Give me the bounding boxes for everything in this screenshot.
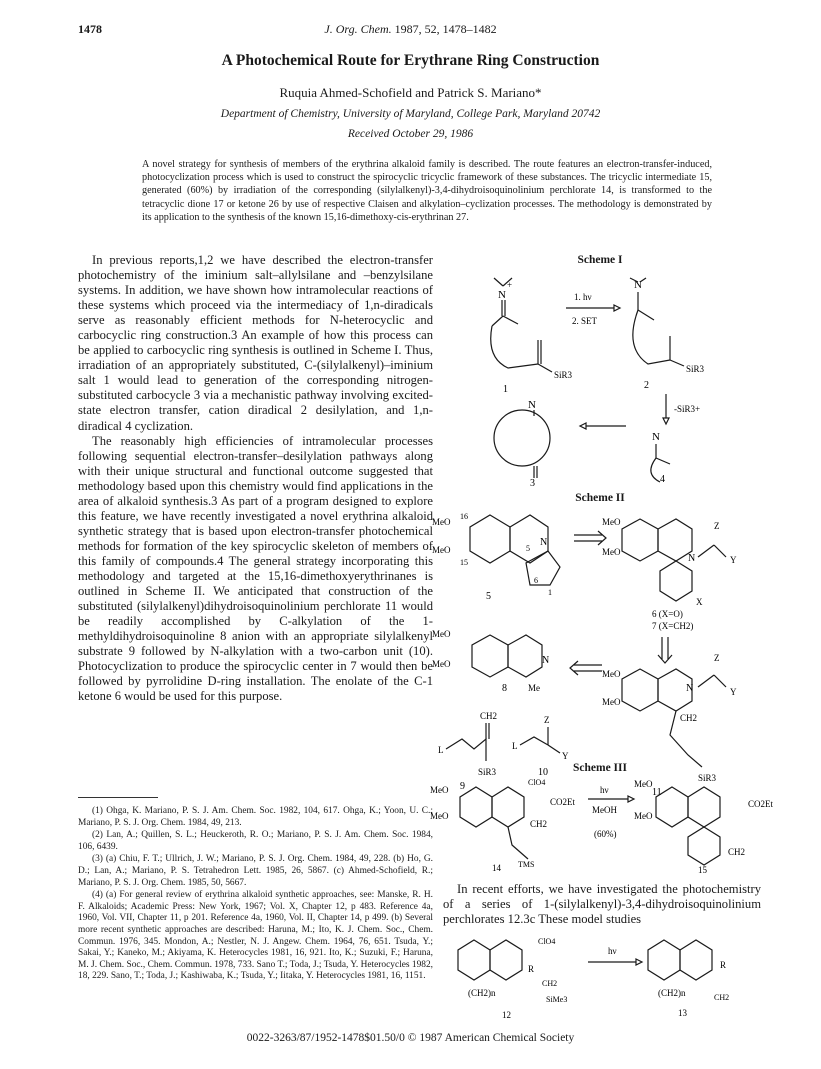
scheme4-ch2-13: CH2 [714, 993, 730, 1002]
scheme2-meo-11b: MeO [602, 697, 621, 707]
scheme2-meo-8b: MeO [432, 659, 451, 669]
scheme2-meo-6a: MeO [602, 517, 621, 527]
scheme3-meo-15a: MeO [634, 779, 653, 789]
compound-10-label: 10 [538, 767, 548, 778]
page-number: 1478 [78, 22, 102, 36]
compound-1-label: 1 [503, 384, 508, 395]
scheme2-num15: 15 [460, 558, 468, 567]
scheme2-num16: 16 [460, 512, 468, 521]
paragraph-1: In previous reports,1,2 we have described the electron-transfer photochemistry of the iminium salt–allylsilane and –benzylsilane systems. In addition, we have shown how intramolecular reactions of these systems which proceed via the intermediacy of 1,n-diradicals serve as reasonably efficient methods for N-heterocyclic and carbocyclic ring construction.3 An example of how this process can be applied to carbocyclic ring synthesis is outlined in Scheme I. Thus, irradiation of an appropriately substituted, C-(silylalkenyl)–iminium salt 1 would lead to generation of the corresponding nitrogen-substituted carbocycle 3 via a mechanistic pathway involving excited-state electron transfer, cation diradical 2 desilylation, and 1,n-diradical 4 cyclization. [78, 253, 433, 433]
scheme4-r-13: R [720, 960, 727, 970]
compound-9-label: 9 [460, 781, 465, 792]
scheme3-tms: TMS [518, 860, 535, 869]
compound-8-label: 8 [502, 683, 507, 694]
scheme2-y-11: Y [730, 687, 737, 697]
scheme2-ch2-11: CH2 [680, 713, 698, 723]
scheme1-step2: 2. SET [572, 316, 598, 326]
article-title: A Photochemical Route for Erythrane Ring Construction [221, 52, 600, 69]
scheme2-meo-5b: MeO [432, 545, 451, 555]
scheme2-ch2-9: CH2 [480, 711, 498, 721]
scheme-4-diagram [448, 930, 768, 1022]
scheme2-meo-6b: MeO [602, 547, 621, 557]
scheme1-desilylation: -SiR3+ [674, 404, 701, 414]
scheme1-n-2: N [634, 279, 642, 291]
scheme2-x-6: X [696, 597, 703, 607]
scheme-3-title: Scheme III [573, 762, 627, 774]
compound-13-label: 13 [678, 1008, 687, 1018]
scheme2-meo-5a: MeO [432, 517, 451, 527]
affiliation: Department of Chemistry, University of Maryland, College Park, Maryland 20742 [220, 108, 601, 120]
compound-7-label: 7 (X=CH2) [652, 621, 694, 631]
scheme4-clo4: ClO4 [538, 937, 556, 946]
scheme2-meo-11a: MeO [602, 669, 621, 679]
scheme1-plus-1: + [507, 280, 513, 290]
scheme2-n-11: N [686, 683, 694, 694]
scheme2-z-10: Z [544, 715, 550, 725]
body-text-left [78, 253, 433, 704]
abstract: A novel strategy for synthesis of members of the erythrina alkaloid family is described. The route features an electron-transfer-induced, photocyclization process which is used to construct the spirocyclic tricyclic framework of these substances. The tricyclic intermediate 15, generated (60%) by irradiation of the corresponding (silylalkenyl)-3,4-dihydroisoquinolinium perchlorate 14, is transformed to the tetracyclic dione 17 or ketone 26 by use of respective Claisen and alkylation–cyclization processes. The methodology is demonstrated by its application to the synthesis of the known 15,16-dimethoxy-cis-erythrinan 27. [142, 159, 712, 223]
footnote-1: (1) Ohga, K. Mariano, P. S. J. Am. Chem. Soc. 1982, 104, 617. Ohga, K.; Yoon, U. C.; Mariano, P. S. J. Org. Chem. 1984, 49, 213. [78, 806, 433, 828]
journal-volume: 1987, 52, 1478–1482 [394, 22, 497, 36]
scheme2-y-10: Y [562, 751, 569, 761]
compound-3-label: 3 [530, 478, 535, 488]
authors: Ruquia Ahmed-Schofield and Patrick S. Mariano* [279, 85, 542, 100]
footnote-4: (4) (a) For general review of erythrina alkaloid synthetic approaches, see: Manske, R. H. F. Alkaloids; Academic Press: New York, 1967; Vol. X, Chapter 12, p 483. Reference 4a, 1960, Vol. VII, Chapter 11, p 201. Reference 4a, 1960, Vol. II, Chapter 14, p 499. (b) Several more recent synthetic approaches are described: Haruna, M.; Ito, K. J. Chem. Soc., Chem. Commun. 1976, 345. Mondon, A.; Nestler, N. J. Angew. Chem. 1964, 76, 651. Tsuda, Y.; Sakai, Y.; Kaneko, M.; Akiyama, K. Heterocycles 1981, 16, 921. Ito, K.; Suzuki, F.; Haruna, M. J. Chem. Soc., Chem. Commun. 1978, 733. Sano T.; Toda, J.; Tsuda, Y. Heterocycles 1982, 18, 229. Sano, T.; Toda, J.; Kashiwaba, K.; Tsuda, Y.; Iitaka, Y. Heterocycles 1981, 16, 1151. [78, 890, 433, 982]
scheme1-n-3: N [528, 399, 536, 411]
footnotes [78, 806, 433, 984]
compound-15-label: 15 [698, 865, 707, 875]
scheme4-r-12: R [528, 964, 535, 974]
scheme2-z-6: Z [714, 521, 720, 531]
scheme-3-diagram [428, 775, 788, 875]
scheme3-yield: (60%) [594, 829, 617, 839]
scheme2-sir3-9: SiR3 [478, 767, 497, 777]
scheme3-solvent: MeOH [592, 805, 617, 815]
scheme1-step1: 1. hν [574, 292, 592, 302]
scheme3-co2et-14: CO2Et [550, 797, 576, 807]
paragraph-2: The reasonably high efficiencies of intramolecular processes following sequential electron-transfer–desilylation pathways along with their unique structural and functional outcome suggested that methodology based upon this chemistry would find applications in the area of alkaloid synthesis.3 As part of a program designed to explore this feature, we have recently investigated a novel erythrina alkaloid synthetic strategy that is based upon electron-transfer photochemical methods for formation of the key spirocyclic skeleton of members of this family of compounds.4 The general strategy incorporating this methodology and targeted at the 15,16-dimethoxyerythrinanes is outlined in Scheme II. We anticipated that construction of the substituted (silylalkenyl)dihydroisoquinolinium perchlorate 11 would be readily accomplished by C-alkylation of the 1-methyldihydroisoquinoline 8 anion with an appropriate silylalkenyl substrate 9 followed by N-alkylation with a two-carbon unit (10). Photocyclization to produce the spirocyclic center in 7 would then be followed by pyrrolidine D-ring installation. The enolate of the C-1 ketone 6 would be used for this purpose. [78, 433, 433, 704]
scheme3-ch2-14: CH2 [530, 819, 548, 829]
scheme3-meo-15b: MeO [634, 811, 653, 821]
scheme-2-title: Scheme II [575, 492, 625, 504]
scheme2-num5: 5 [526, 544, 530, 553]
scheme2-sir3-11: SiR3 [698, 773, 717, 783]
footnote-rule [78, 797, 158, 798]
compound-4-label: 4 [660, 474, 665, 485]
scheme3-clo4-14: ClO4 [528, 778, 546, 787]
scheme2-l-10: L [512, 741, 518, 751]
scheme2-num6: 6 [534, 576, 538, 585]
scheme4-chain-12: (CH2)n [468, 988, 496, 998]
scheme3-meo-14b: MeO [430, 811, 449, 821]
compound-11-label: 11 [652, 787, 662, 798]
paragraph-right: In recent efforts, we have investigated the photochemistry of a series of 1-(silylalkenyl)-3,4-dihydroisoquinolinium perchlorates 12.3c These model studies [443, 882, 761, 927]
scheme4-sime3: SiMe3 [546, 995, 568, 1004]
scheme2-meo-8a: MeO [432, 629, 451, 639]
compound-6-label: 6 (X=O) [652, 609, 683, 619]
scheme3-meo-14a: MeO [430, 785, 449, 795]
scheme2-n-6: N [688, 553, 696, 564]
scheme2-me-8: Me [528, 683, 540, 693]
journal-citation [0, 22, 821, 37]
scheme2-z-11: Z [714, 653, 720, 663]
body-text-right [443, 882, 761, 927]
received-date: Received October 29, 1986 [347, 128, 474, 140]
scheme-2-diagram [430, 505, 770, 805]
scheme2-n-8: N [542, 655, 550, 666]
scheme2-n-5: N [540, 537, 548, 548]
scheme-1-diagram [448, 268, 768, 488]
scheme1-sir3-2: SiR3 [686, 364, 705, 374]
compound-12-label: 12 [502, 1010, 511, 1020]
scheme-1-title: Scheme I [577, 254, 623, 266]
journal-name: J. Org. Chem. [324, 22, 392, 36]
scheme3-co2et-15: CO2Et [748, 799, 774, 809]
footnote-2: (2) Lan, A.; Quillen, S. L.; Heuckeroth, R. O.; Mariano, P. S. J. Am. Chem. Soc. 1984, 106, 6439. [78, 830, 433, 852]
scheme3-hv: hν [600, 785, 609, 795]
compound-2-label: 2 [644, 380, 649, 391]
scheme4-ch2-12: CH2 [542, 979, 558, 988]
scheme4-chain-13: (CH2)n [658, 988, 686, 998]
copyright-footer: 0022-3263/87/1952-1478$01.50/0 © 1987 American Chemical Society [246, 1032, 575, 1044]
scheme4-hv: hν [608, 946, 617, 956]
scheme1-n-4: N [652, 431, 660, 443]
scheme2-l-9: L [438, 745, 444, 755]
compound-14-label: 14 [492, 863, 501, 873]
scheme3-ch2-15: CH2 [728, 847, 746, 857]
scheme1-n-1: N [498, 289, 506, 301]
footnote-3: (3) (a) Chiu, F. T.; Ullrich, J. W.; Mariano, P. S. J. Org. Chem. 1984, 49, 228. (b) Ho, G. D.; Lan, A.; Mariano, P. S. Tetrahedron Lett. 1985, 26, 5867. (c) Ahmed-Schofield, R.; Mariano, P. S. J. Org. Chem. 1985, 50, 5667. [78, 854, 433, 888]
scheme2-y-6: Y [730, 555, 737, 565]
compound-5-label: 5 [486, 591, 491, 602]
scheme2-num1: 1 [548, 588, 552, 597]
scheme1-sir3-1: SiR3 [554, 370, 573, 380]
